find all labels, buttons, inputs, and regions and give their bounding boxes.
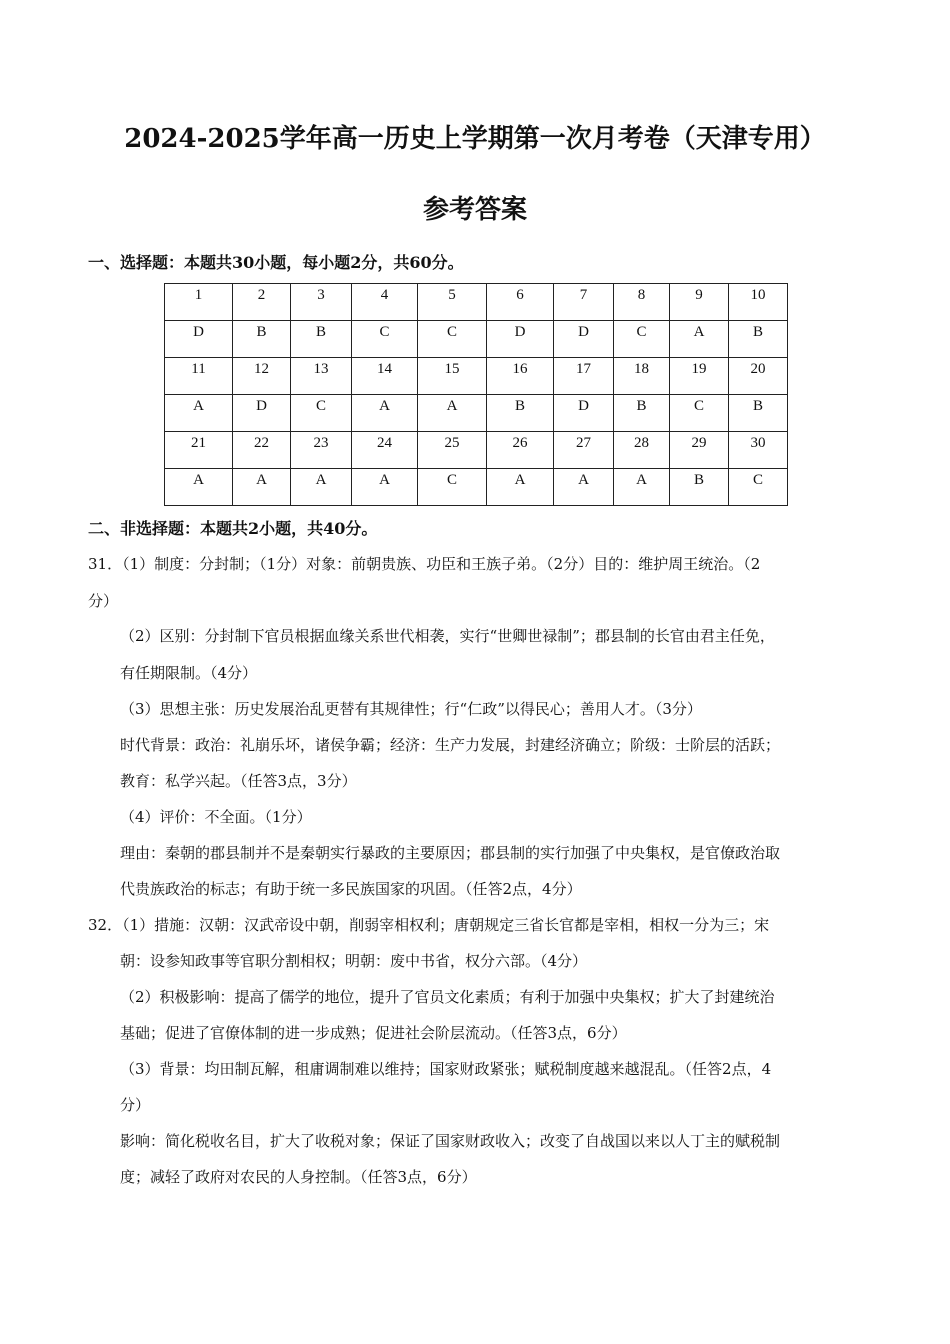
question-number-cell: 5 [418,284,487,321]
answer-line: （3）背景：均田制瓦解，租庸调制难以维持；国家财政紧张；赋税制度越来越混乱。（任答2点，4 [120,1060,772,1078]
answer-cell: A [233,469,291,506]
question-number-cell: 9 [670,284,729,321]
question-number-cell: 24 [352,432,418,469]
question-number-cell: 4 [352,284,418,321]
answer-cell: C [352,321,418,358]
answer-line: 31．（1）制度：分封制；（1分）对象：前朝贵族、功臣和王族子弟。（2分）目的：维护周王统治。（2 [88,555,761,573]
question-number-cell: 19 [670,358,729,395]
answer-cell: B [729,395,788,432]
answer-line: 有任期限制。（4分） [120,664,258,682]
answer-table [164,283,788,506]
section-heading-choice: 一、选择题：本题共30小题，每小题2分，共60分。 [88,253,464,272]
question-number-cell: 10 [729,284,788,321]
answer-cell: D [165,321,233,358]
answer-line: （2）区别：分封制下官员根据血缘关系世代相袭，实行“世卿世禄制”；郡县制的长官由君主任免， [120,627,775,645]
answer-cell: A [165,469,233,506]
answer-cell: C [291,395,352,432]
section-heading-nonchoice: 二、非选择题：本题共2小题，共40分。 [88,519,378,538]
answer-line: 32．（1）措施：汉朝：汉武帝设中朝，削弱宰相权利；唐朝规定三省长官都是宰相，相权一分为三；宋 [88,916,770,934]
answer-line: 朝：设参知政事等官职分割相权；明朝：废中书省，权分六部。（4分） [120,952,588,970]
answer-cell: B [729,321,788,358]
answer-cell: B [233,321,291,358]
question-number-cell: 20 [729,358,788,395]
answer-line: （4）评价：不全面。（1分） [120,808,312,826]
answer-key-row [165,321,788,358]
answer-cell: B [487,395,554,432]
question-number-cell: 29 [670,432,729,469]
question-number-cell: 23 [291,432,352,469]
question-number-cell: 8 [614,284,670,321]
answer-cell: A [352,395,418,432]
question-number-row [165,432,788,469]
answer-cell: A [614,469,670,506]
answer-cell: D [487,321,554,358]
document-title: 2024-2025学年高一历史上学期第一次月考卷（天津专用） [124,124,826,154]
answer-cell: A [670,321,729,358]
answer-line: （3）思想主张：历史发展治乱更替有其规律性；行“仁政”以得民心；善用人才。（3分） [120,700,702,718]
answer-line: 度；减轻了政府对农民的人身控制。（任答3点，6分） [120,1168,477,1186]
answer-line: 理由：秦朝的郡县制并不是秦朝实行暴政的主要原因；郡县制的实行加强了中央集权，是官僚政治取 [120,844,781,862]
answer-cell: A [554,469,614,506]
answer-cell: B [291,321,352,358]
answer-cell: A [418,395,487,432]
question-number-cell: 15 [418,358,487,395]
answer-cell: A [291,469,352,506]
answer-cell: C [418,469,487,506]
answer-cell: D [233,395,291,432]
answer-cell: A [165,395,233,432]
question-number-cell: 18 [614,358,670,395]
question-number-cell: 1 [165,284,233,321]
answer-cell: C [418,321,487,358]
answer-cell: A [487,469,554,506]
answer-line: 代贵族政治的标志；有助于统一多民族国家的巩固。（任答2点，4分） [120,880,582,898]
question-number-cell: 30 [729,432,788,469]
document-subtitle: 参考答案 [422,195,527,225]
answer-line: 时代背景：政治：礼崩乐坏，诸侯争霸；经济：生产力发展，封建经济确立；阶级：士阶层的活跃； [120,736,781,754]
answer-line: 教育：私学兴起。（任答3点，3分） [120,772,357,790]
answer-line: （2）积极影响：提高了儒学的地位，提升了官员文化素质；有利于加强中央集权；扩大了封建统治 [120,988,775,1006]
question-number-cell: 3 [291,284,352,321]
answer-cell: B [614,395,670,432]
question-number-cell: 11 [165,358,233,395]
question-number-cell: 2 [233,284,291,321]
answer-table-body [165,284,788,506]
answer-key-row [165,469,788,506]
question-number-cell: 22 [233,432,291,469]
question-number-cell: 7 [554,284,614,321]
answer-cell: A [352,469,418,506]
question-number-cell: 12 [233,358,291,395]
answer-line: 分） [120,1096,151,1114]
answer-cell: D [554,321,614,358]
answer-line: 基础；促进了官僚体制的进一步成熟；促进社会阶层流动。（任答3点，6分） [120,1024,627,1042]
question-number-cell: 17 [554,358,614,395]
question-number-cell: 28 [614,432,670,469]
answer-key-row [165,395,788,432]
question-number-row [165,284,788,321]
question-number-cell: 26 [487,432,554,469]
answer-cell: D [554,395,614,432]
question-number-cell: 14 [352,358,418,395]
question-number-cell: 25 [418,432,487,469]
question-number-cell: 27 [554,432,614,469]
question-number-cell: 13 [291,358,352,395]
question-number-row [165,358,788,395]
answer-cell: B [670,469,729,506]
question-number-cell: 16 [487,358,554,395]
answer-cell: C [614,321,670,358]
answer-line: 影响：简化税收名目，扩大了收税对象；保证了国家财政收入；改变了自战国以来以人丁主的赋税制 [120,1132,781,1150]
answer-cell: C [729,469,788,506]
question-number-cell: 6 [487,284,554,321]
question-number-cell: 21 [165,432,233,469]
answer-line: 分） [88,592,119,610]
answer-cell: C [670,395,729,432]
